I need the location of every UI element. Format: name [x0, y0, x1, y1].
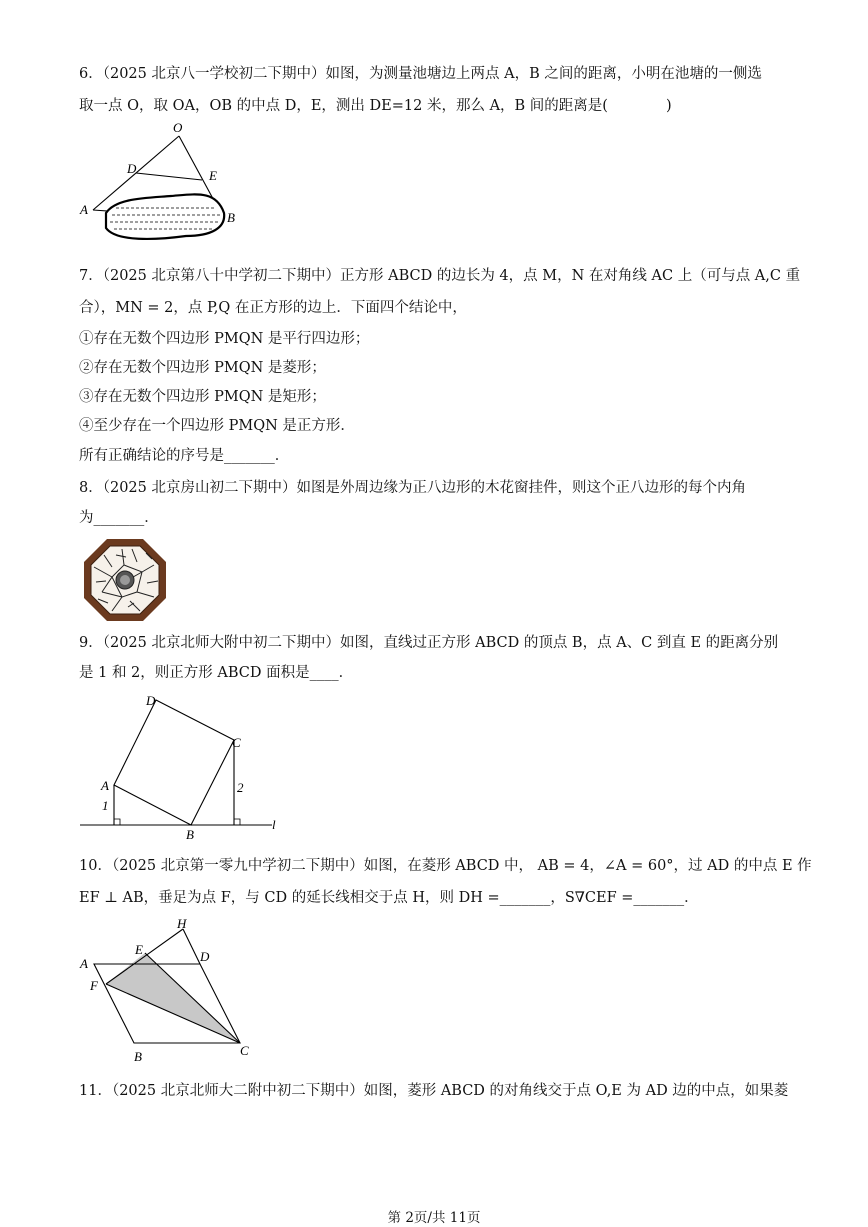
q9-line1: 9．（2025 北京北师大附中初二下期中）如图，直线过正方形 ABCD 的顶点 B，点 A、C 到直 E 的距离分别 [79, 635, 779, 651]
q10-line2: EF ⊥ AB，垂足为点 F，与 CD 的延长线相交于点 H，则 DH =_______，S∇CEF =_______． [79, 890, 699, 906]
label-C: C [232, 735, 241, 750]
q6-line1: 6．（2025 北京八一学校初二下期中）如图，为测量池塘边上两点 A，B 之间的距离，小明在池塘的一侧选 [79, 66, 762, 82]
q9-figure [76, 688, 286, 843]
label-D: D [146, 693, 156, 708]
q9-line2: 是 1 和 2，则正方形 ABCD 面积是____． [79, 665, 354, 681]
q7-option-2: ②存在无数个四边形 PMQN 是菱形； [79, 360, 326, 376]
label-A: A [80, 202, 88, 217]
label-B: B [186, 827, 194, 842]
label-A: A [80, 956, 88, 971]
label-E: E [209, 168, 217, 183]
label-O: O [173, 120, 183, 135]
q6-figure [76, 118, 236, 258]
label-C: C [240, 1043, 249, 1058]
q11-line1: 11．（2025 北京北师大二附中初二下期中）如图，菱形 ABCD 的对角线交于点 O,E 为 AD 边的中点，如果菱 [79, 1083, 789, 1099]
q8-line1: 8．（2025 北京房山初二下期中）如图是外周边缘为正八边形的木花窗挂件，则这个正八边形的每个内角 [79, 480, 746, 496]
q7-option-1: ①存在无数个四边形 PMQN 是平行四边形； [79, 331, 370, 347]
label-B: B [227, 210, 235, 225]
label-H: H [177, 916, 187, 931]
q7-option-3: ③存在无数个四边形 PMQN 是矩形； [79, 389, 326, 405]
label-F: F [90, 978, 98, 993]
label-E: E [135, 942, 143, 957]
q7-line2: 合），MN = 2，点 P,Q 在正方形的边上．下面四个结论中， [79, 300, 467, 316]
q6-line2: 取一点 O，取 OA，OB 的中点 D，E，测出 DE=12 米，那么 A，B 间的距离是( ) [79, 98, 672, 114]
shaded-triangle-CEF [106, 953, 240, 1043]
label-2: 2 [237, 780, 244, 795]
label-D: D [200, 949, 210, 964]
label-l: l [272, 817, 276, 832]
q8-octagon-window-figure [82, 537, 168, 623]
page-footer: 第 2页/共 11页 [387, 1210, 481, 1226]
label-1: 1 [102, 798, 109, 813]
q7-line1: 7．（2025 北京第八十中学初二下期中）正方形 ABCD 的边长为 4，点 M，N 在对角线 AC 上（可与点 A,C 重 [79, 268, 801, 284]
q7-answer-line: 所有正确结论的序号是_______． [79, 448, 290, 464]
q10-figure [76, 916, 266, 1068]
q8-line2: 为_______． [79, 510, 159, 526]
label-D: D [127, 161, 137, 176]
q10-line1: 10．（2025 北京第一零九中学初二下期中）如图，在菱形 ABCD 中， AB = 4，∠A = 60°，过 AD 的中点 E 作 [79, 858, 812, 874]
pond-shape [106, 194, 224, 239]
q7-option-4: ④至少存在一个四边形 PMQN 是正方形． [79, 418, 355, 434]
label-B: B [134, 1049, 142, 1064]
label-A: A [101, 778, 109, 793]
